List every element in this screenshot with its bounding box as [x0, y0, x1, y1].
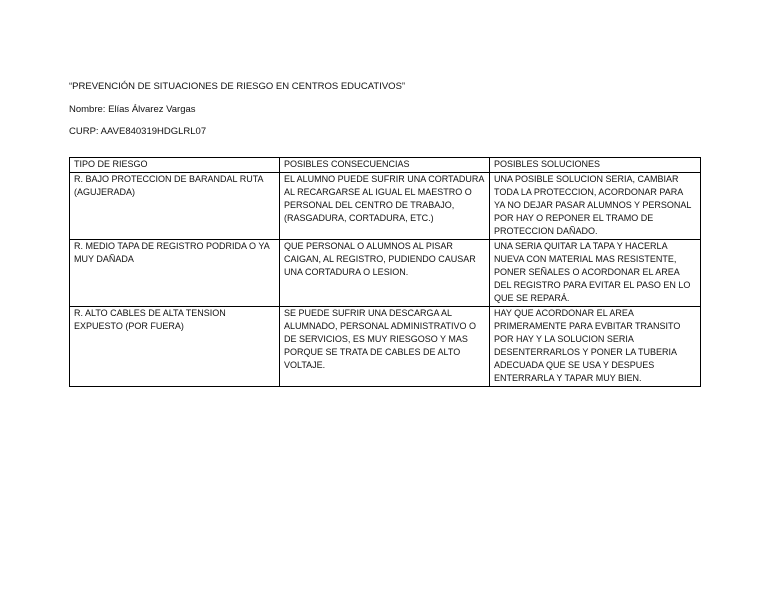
table-row [70, 240, 701, 307]
cell-solutions: UNA POSIBLE SOLUCION SERIA, CAMBIAR TODA LA PROTECCION, ACORDONAR PARA YA NO DEJAR PASAR ALUMNOS Y PERSONAL POR HAY O REPONER EL TRAMO DE PROTECCION DAÑADO. [490, 173, 701, 240]
cell-risk-type: R. BAJO PROTECCION DE BARANDAL RUTA (AGUJERADA) [70, 173, 280, 240]
cell-consequences: QUE PERSONAL O ALUMNOS AL PISAR CAIGAN, AL REGISTRO, PUDIENDO CAUSAR UNA CORTADURA O LESION. [280, 240, 490, 307]
cell-risk-type: R. ALTO CABLES DE ALTA TENSION EXPUESTO (POR FUERA) [70, 307, 280, 387]
header-risk-type: TIPO DE RIESGO [70, 158, 280, 173]
cell-solutions: HAY QUE ACORDONAR EL AREA PRIMERAMENTE PARA EVBITAR TRANSITO POR HAY Y LA SOLUCION SERIA DESENTERRARLOS Y PONER LA TUBERIA ADECUADA QUE SE USA Y DESPUES ENTERRARLA Y TAPAR MUY BIEN. [490, 307, 701, 387]
table-header-row [70, 158, 701, 173]
student-curp: CURP: AAVE840319HDGLRL07 [69, 126, 207, 137]
student-name: Nombre: Elías Álvarez Vargas [69, 104, 196, 115]
table-row [70, 173, 701, 240]
table-row [70, 307, 701, 387]
risk-table [69, 157, 701, 387]
document-title: “PREVENCIÓN DE SITUACIONES DE RIESGO EN CENTROS EDUCATIVOS” [69, 81, 406, 92]
header-consequences: POSIBLES CONSECUENCIAS [280, 158, 490, 173]
cell-risk-type: R. MEDIO TAPA DE REGISTRO PODRIDA O YA MUY DAÑADA [70, 240, 280, 307]
header-solutions: POSIBLES SOLUCIONES [490, 158, 701, 173]
cell-solutions: UNA SERIA QUITAR LA TAPA Y HACERLA NUEVA CON MATERIAL MAS RESISTENTE, PONER SEÑALES O ACORDONAR EL AREA DEL REGISTRO PARA EVITAR EL PASO EN LO QUE SE REPARÁ. [490, 240, 701, 307]
cell-consequences: SE PUEDE SUFRIR UNA DESCARGA AL ALUMNADO, PERSONAL ADMINISTRATIVO O DE SERVICIOS, ES MUY RIESGOSO Y MAS PORQUE SE TRATA DE CABLES DE ALTO VOLTAJE. [280, 307, 490, 387]
cell-consequences: EL ALUMNO PUEDE SUFRIR UNA CORTADURA AL RECARGARSE AL IGUAL EL MAESTRO O PERSONAL DEL CENTRO DE TRABAJO, (RASGADURA, CORTADURA, ETC.) [280, 173, 490, 240]
